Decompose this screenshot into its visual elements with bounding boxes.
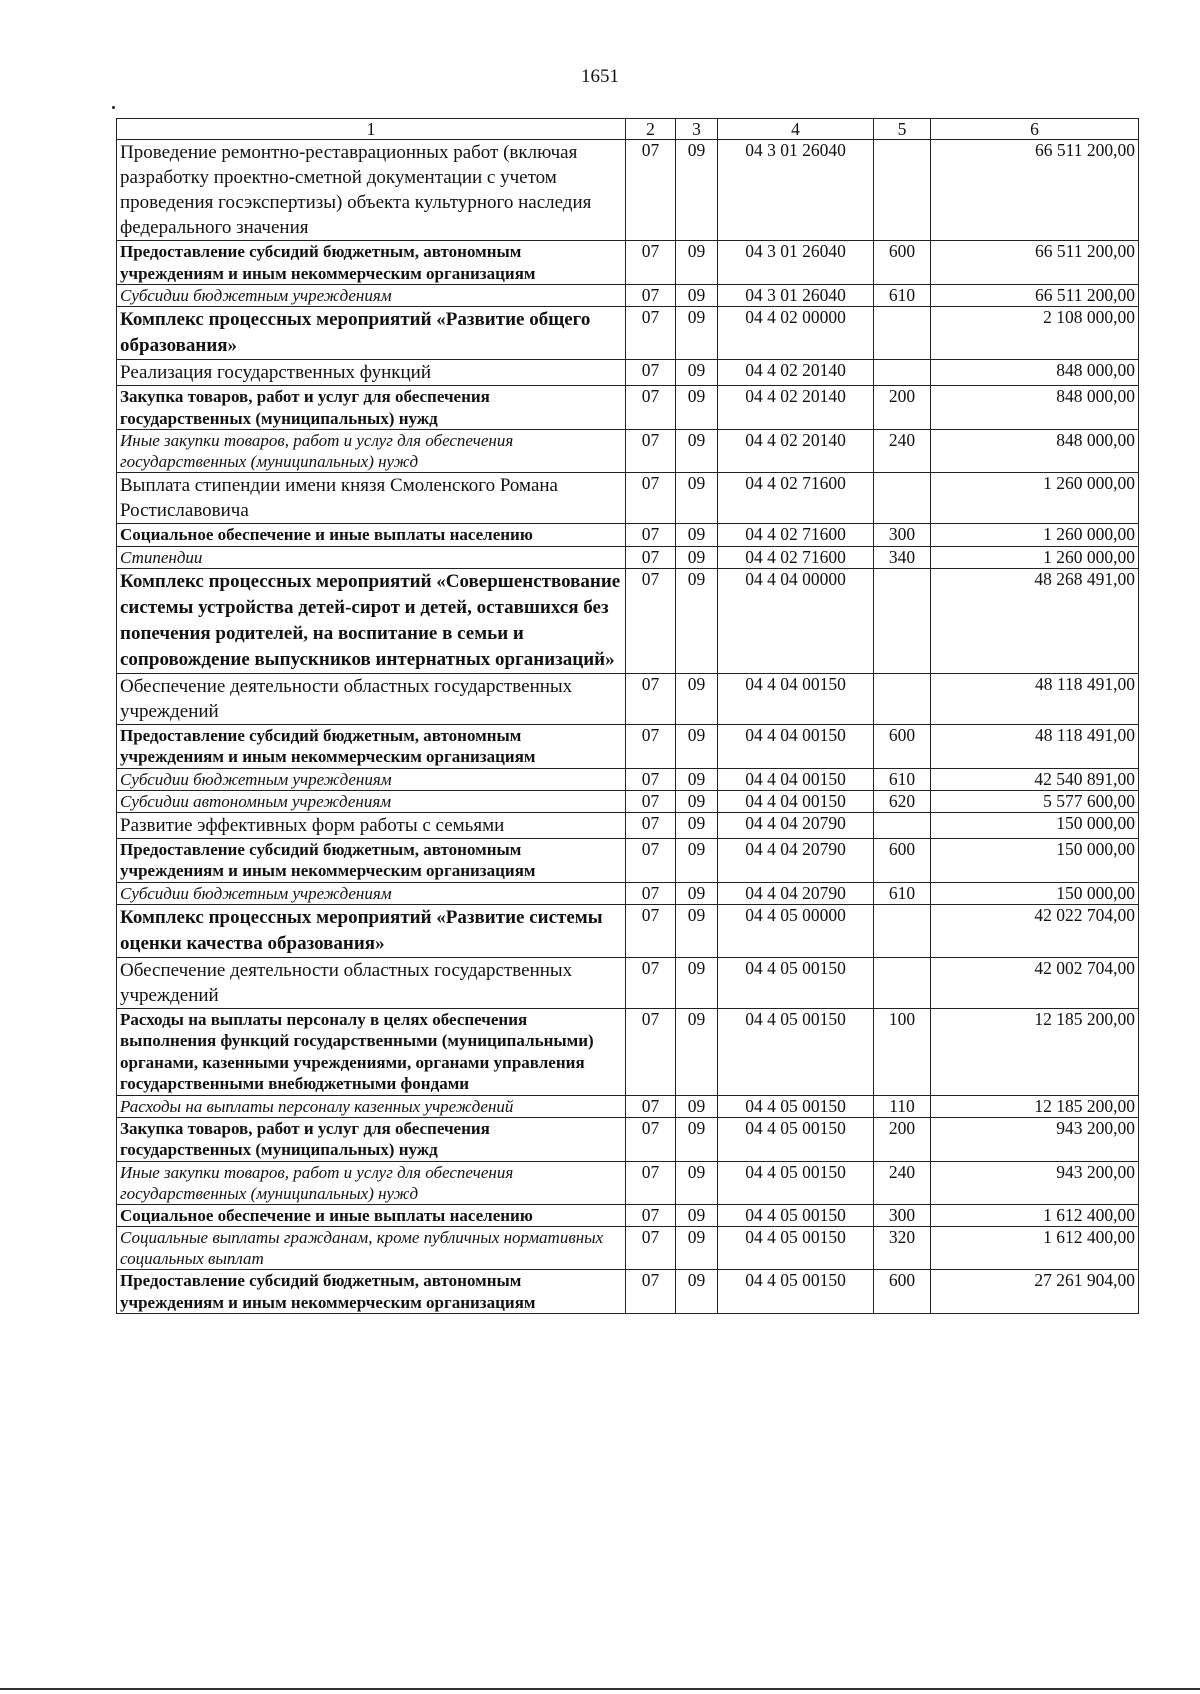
row-expense-type [874, 140, 931, 241]
row-target-article: 04 4 05 00150 [718, 1161, 874, 1204]
row-section: 07 [626, 568, 676, 673]
row-target-article: 04 4 02 71600 [718, 473, 874, 524]
row-amount: 848 000,00 [931, 430, 1139, 473]
row-target-article: 04 4 05 00000 [718, 904, 874, 957]
row-name: Закупка товаров, работ и услуг для обеспечения государственных (муниципальных) нужд [117, 386, 626, 430]
table-row [117, 524, 1139, 547]
row-target-article: 04 4 05 00150 [718, 1227, 874, 1270]
row-subsection: 09 [676, 473, 718, 524]
scan-dot [112, 106, 115, 109]
row-target-article: 04 4 05 00150 [718, 1270, 874, 1314]
row-name: Субсидии бюджетным учреждениям [117, 768, 626, 790]
row-amount: 66 511 200,00 [931, 241, 1139, 285]
row-target-article: 04 4 04 00150 [718, 768, 874, 790]
table-row [117, 307, 1139, 360]
budget-table [116, 118, 1139, 1314]
row-section: 07 [626, 1008, 676, 1095]
row-subsection: 09 [676, 957, 718, 1008]
row-section: 07 [626, 1117, 676, 1161]
row-target-article: 04 4 04 20790 [718, 812, 874, 838]
row-expense-type: 240 [874, 430, 931, 473]
row-section: 07 [626, 882, 676, 904]
table-row [117, 957, 1139, 1008]
row-amount: 66 511 200,00 [931, 140, 1139, 241]
row-target-article: 04 3 01 26040 [718, 241, 874, 285]
row-expense-type [874, 904, 931, 957]
table-row [117, 882, 1139, 904]
row-expense-type: 610 [874, 285, 931, 307]
table-row [117, 1008, 1139, 1095]
row-amount: 1 260 000,00 [931, 524, 1139, 547]
table-row [117, 1270, 1139, 1314]
row-target-article: 04 3 01 26040 [718, 285, 874, 307]
table-header-row [117, 119, 1139, 140]
row-section: 07 [626, 1270, 676, 1314]
row-amount: 150 000,00 [931, 882, 1139, 904]
row-name: Иные закупки товаров, работ и услуг для обеспечения государственных (муниципальных) нужд [117, 430, 626, 473]
row-amount: 42 540 891,00 [931, 768, 1139, 790]
row-target-article: 04 4 05 00150 [718, 957, 874, 1008]
row-expense-type: 340 [874, 546, 931, 568]
row-amount: 848 000,00 [931, 386, 1139, 430]
row-target-article: 04 4 02 20140 [718, 430, 874, 473]
row-subsection: 09 [676, 241, 718, 285]
row-target-article: 04 4 04 00000 [718, 568, 874, 673]
row-expense-type [874, 812, 931, 838]
row-name: Предоставление субсидий бюджетным, автономным учреждениям и иным некоммерческим организациям [117, 1270, 626, 1314]
table-body [117, 140, 1139, 1314]
row-subsection: 09 [676, 790, 718, 812]
row-expense-type: 610 [874, 768, 931, 790]
column-header-subsection: 3 [676, 119, 718, 140]
row-amount: 12 185 200,00 [931, 1095, 1139, 1117]
row-amount: 2 108 000,00 [931, 307, 1139, 360]
row-section: 07 [626, 285, 676, 307]
row-name: Социальные выплаты гражданам, кроме публичных нормативных социальных выплат [117, 1227, 626, 1270]
row-expense-type [874, 473, 931, 524]
row-expense-type: 600 [874, 1270, 931, 1314]
table-row [117, 673, 1139, 724]
row-target-article: 04 4 02 71600 [718, 546, 874, 568]
row-expense-type [874, 957, 931, 1008]
row-section: 07 [626, 724, 676, 768]
row-section: 07 [626, 812, 676, 838]
row-amount: 66 511 200,00 [931, 285, 1139, 307]
row-subsection: 09 [676, 1270, 718, 1314]
row-expense-type: 100 [874, 1008, 931, 1095]
row-amount: 848 000,00 [931, 360, 1139, 386]
row-subsection: 09 [676, 838, 718, 882]
row-name: Стипендии [117, 546, 626, 568]
row-name: Проведение ремонтно-реставрационных работ (включая разработку проектно-сметной документации с учетом проведения госэкспертизы) объекта культурного наследия федерального значения [117, 140, 626, 241]
row-name: Социальное обеспечение и иные выплаты населению [117, 524, 626, 547]
row-name: Реализация государственных функций [117, 360, 626, 386]
table-row [117, 360, 1139, 386]
row-subsection: 09 [676, 546, 718, 568]
row-subsection: 09 [676, 812, 718, 838]
row-target-article: 04 4 05 00150 [718, 1117, 874, 1161]
table-row [117, 1095, 1139, 1117]
row-name: Предоставление субсидий бюджетным, автономным учреждениям и иным некоммерческим организациям [117, 241, 626, 285]
column-header-target-article: 4 [718, 119, 874, 140]
row-subsection: 09 [676, 724, 718, 768]
row-name: Закупка товаров, работ и услуг для обеспечения государственных (муниципальных) нужд [117, 1117, 626, 1161]
row-target-article: 04 4 04 00150 [718, 724, 874, 768]
row-amount: 1 260 000,00 [931, 473, 1139, 524]
row-expense-type: 110 [874, 1095, 931, 1117]
row-subsection: 09 [676, 768, 718, 790]
column-header-section: 2 [626, 119, 676, 140]
table-row [117, 790, 1139, 812]
row-amount: 1 612 400,00 [931, 1204, 1139, 1227]
row-expense-type: 600 [874, 724, 931, 768]
row-expense-type [874, 568, 931, 673]
table-row [117, 768, 1139, 790]
row-target-article: 04 4 02 20140 [718, 386, 874, 430]
row-expense-type: 200 [874, 1117, 931, 1161]
table-row [117, 546, 1139, 568]
row-name: Предоставление субсидий бюджетным, автономным учреждениям и иным некоммерческим организациям [117, 838, 626, 882]
row-name: Комплекс процессных мероприятий «Развитие системы оценки качества образования» [117, 904, 626, 957]
row-target-article: 04 4 02 71600 [718, 524, 874, 547]
column-header-name: 1 [117, 119, 626, 140]
row-subsection: 09 [676, 386, 718, 430]
row-section: 07 [626, 1161, 676, 1204]
row-amount: 1 612 400,00 [931, 1227, 1139, 1270]
row-subsection: 09 [676, 307, 718, 360]
row-subsection: 09 [676, 360, 718, 386]
table-row [117, 285, 1139, 307]
row-name: Развитие эффективных форм работы с семьями [117, 812, 626, 838]
row-expense-type: 300 [874, 524, 931, 547]
table-row [117, 430, 1139, 473]
row-section: 07 [626, 473, 676, 524]
row-subsection: 09 [676, 568, 718, 673]
row-expense-type: 610 [874, 882, 931, 904]
row-target-article: 04 4 04 00150 [718, 790, 874, 812]
row-subsection: 09 [676, 673, 718, 724]
row-section: 07 [626, 673, 676, 724]
row-section: 07 [626, 790, 676, 812]
row-section: 07 [626, 1204, 676, 1227]
row-target-article: 04 4 04 00150 [718, 673, 874, 724]
row-name: Субсидии автономным учреждениям [117, 790, 626, 812]
row-expense-type: 600 [874, 838, 931, 882]
row-amount: 5 577 600,00 [931, 790, 1139, 812]
table-row [117, 1117, 1139, 1161]
row-expense-type [874, 673, 931, 724]
row-subsection: 09 [676, 140, 718, 241]
table-row [117, 904, 1139, 957]
table-row [117, 838, 1139, 882]
row-amount: 48 118 491,00 [931, 724, 1139, 768]
row-expense-type: 300 [874, 1204, 931, 1227]
row-section: 07 [626, 307, 676, 360]
row-section: 07 [626, 957, 676, 1008]
row-name: Социальное обеспечение и иные выплаты населению [117, 1204, 626, 1227]
table-row [117, 1204, 1139, 1227]
row-subsection: 09 [676, 430, 718, 473]
row-expense-type: 620 [874, 790, 931, 812]
scan-bottom-edge [0, 1688, 1200, 1690]
row-target-article: 04 3 01 26040 [718, 140, 874, 241]
table-row [117, 568, 1139, 673]
row-section: 07 [626, 904, 676, 957]
page-number: 1651 [581, 66, 619, 87]
row-target-article: 04 4 04 20790 [718, 838, 874, 882]
row-section: 07 [626, 386, 676, 430]
row-expense-type: 600 [874, 241, 931, 285]
row-amount: 1 260 000,00 [931, 546, 1139, 568]
table-row [117, 1227, 1139, 1270]
row-name: Комплекс процессных мероприятий «Совершенствование системы устройства детей-сирот и детей, оставшихся без попечения родителей, на воспитание в семьи и сопровождение выпускников интернатных организаций» [117, 568, 626, 673]
row-expense-type [874, 360, 931, 386]
row-section: 07 [626, 241, 676, 285]
row-expense-type: 200 [874, 386, 931, 430]
row-section: 07 [626, 430, 676, 473]
table-row [117, 812, 1139, 838]
row-name: Обеспечение деятельности областных государственных учреждений [117, 673, 626, 724]
row-subsection: 09 [676, 285, 718, 307]
row-target-article: 04 4 02 20140 [718, 360, 874, 386]
table-row [117, 724, 1139, 768]
row-name: Субсидии бюджетным учреждениям [117, 882, 626, 904]
row-name: Расходы на выплаты персоналу казенных учреждений [117, 1095, 626, 1117]
row-name: Комплекс процессных мероприятий «Развитие общего образования» [117, 307, 626, 360]
row-section: 07 [626, 768, 676, 790]
row-target-article: 04 4 05 00150 [718, 1204, 874, 1227]
column-header-expense-type: 5 [874, 119, 931, 140]
row-amount: 12 185 200,00 [931, 1008, 1139, 1095]
table-row [117, 1161, 1139, 1204]
row-name: Иные закупки товаров, работ и услуг для обеспечения государственных (муниципальных) нужд [117, 1161, 626, 1204]
table-row [117, 386, 1139, 430]
row-subsection: 09 [676, 882, 718, 904]
row-section: 07 [626, 524, 676, 547]
row-section: 07 [626, 546, 676, 568]
row-subsection: 09 [676, 1008, 718, 1095]
row-target-article: 04 4 05 00150 [718, 1095, 874, 1117]
row-amount: 48 118 491,00 [931, 673, 1139, 724]
row-section: 07 [626, 1095, 676, 1117]
row-section: 07 [626, 838, 676, 882]
table-row [117, 473, 1139, 524]
row-name: Субсидии бюджетным учреждениям [117, 285, 626, 307]
row-section: 07 [626, 360, 676, 386]
row-expense-type: 240 [874, 1161, 931, 1204]
column-header-amount: 6 [931, 119, 1139, 140]
row-expense-type: 320 [874, 1227, 931, 1270]
row-target-article: 04 4 05 00150 [718, 1008, 874, 1095]
row-amount: 150 000,00 [931, 812, 1139, 838]
row-subsection: 09 [676, 1161, 718, 1204]
row-subsection: 09 [676, 904, 718, 957]
row-amount: 27 261 904,00 [931, 1270, 1139, 1314]
row-amount: 943 200,00 [931, 1117, 1139, 1161]
row-section: 07 [626, 140, 676, 241]
row-amount: 42 002 704,00 [931, 957, 1139, 1008]
row-name: Выплата стипендии имени князя Смоленского Романа Ростиславовича [117, 473, 626, 524]
row-name: Предоставление субсидий бюджетным, автономным учреждениям и иным некоммерческим организациям [117, 724, 626, 768]
row-target-article: 04 4 04 20790 [718, 882, 874, 904]
row-target-article: 04 4 02 00000 [718, 307, 874, 360]
row-amount: 48 268 491,00 [931, 568, 1139, 673]
row-subsection: 09 [676, 524, 718, 547]
row-name: Обеспечение деятельности областных государственных учреждений [117, 957, 626, 1008]
row-amount: 150 000,00 [931, 838, 1139, 882]
row-section: 07 [626, 1227, 676, 1270]
row-subsection: 09 [676, 1117, 718, 1161]
table-row [117, 241, 1139, 285]
row-amount: 42 022 704,00 [931, 904, 1139, 957]
row-amount: 943 200,00 [931, 1161, 1139, 1204]
row-subsection: 09 [676, 1095, 718, 1117]
row-subsection: 09 [676, 1204, 718, 1227]
row-name: Расходы на выплаты персоналу в целях обеспечения выполнения функций государственными (муниципальными) органами, казенными учреждениями, органами управления государственными внебюджетными фондами [117, 1008, 626, 1095]
table-row [117, 140, 1139, 241]
row-expense-type [874, 307, 931, 360]
row-subsection: 09 [676, 1227, 718, 1270]
